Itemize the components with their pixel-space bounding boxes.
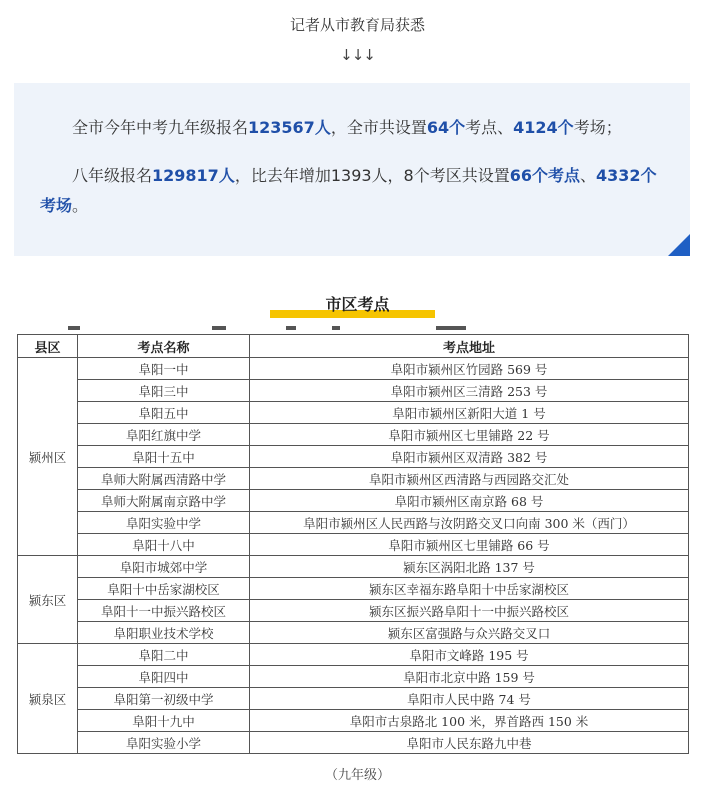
- table-row: [18, 402, 689, 424]
- table-row: [18, 732, 689, 754]
- site-address-cell: 阜阳市颍州区人民西路与汝阴路交叉口向南 300 米（西门）: [250, 512, 689, 534]
- summary-text: 考场；: [573, 118, 622, 137]
- site-name-cell: 阜阳二中: [78, 644, 250, 666]
- table-row: [18, 666, 689, 688]
- table-row: [18, 358, 689, 380]
- table-row: [18, 468, 689, 490]
- table-row: [18, 622, 689, 644]
- county-header: 县区: [18, 335, 78, 358]
- exam-sites-table-body: [18, 358, 689, 754]
- summary-text: ，全市共设置: [330, 118, 427, 137]
- divider-fragment: [68, 326, 80, 330]
- divider-fragment: [332, 326, 340, 330]
- site-name-cell: 阜阳实验中学: [78, 512, 250, 534]
- site-address-cell: 阜阳市人民中路 74 号: [250, 688, 689, 710]
- summary-paragraph-eighth-grade: [40, 161, 664, 221]
- summary-panel: [14, 83, 690, 256]
- county-cell: 颍泉区: [18, 644, 78, 754]
- county-cell: 颍州区: [18, 358, 78, 556]
- table-row: [18, 556, 689, 578]
- site-name-cell: 阜阳红旗中学: [78, 424, 250, 446]
- table-row: [18, 534, 689, 556]
- table-row: [18, 380, 689, 402]
- table-header-row: [18, 335, 689, 358]
- site-address-cell: 阜阳市颍州区三清路 253 号: [250, 380, 689, 402]
- table-row: [18, 710, 689, 732]
- table-row: [18, 512, 689, 534]
- site-name-cell: 阜阳十九中: [78, 710, 250, 732]
- summary-text: 八年级报名: [72, 166, 153, 185]
- summary-text: ，比去年增加1393人，8个考区共设置: [234, 166, 510, 185]
- site-address-cell: 阜阳市文峰路 195 号: [250, 644, 689, 666]
- table-caption: （九年级）: [324, 768, 390, 783]
- table-row: [18, 490, 689, 512]
- site-address-cell: 阜阳市颍州区南京路 68 号: [250, 490, 689, 512]
- summary-text: 。: [72, 196, 89, 215]
- summary-text: 、: [580, 166, 597, 185]
- ninth-grade-room-count: 4124个: [513, 118, 574, 137]
- intro-line: 记者从市教育局获悉: [289, 16, 425, 34]
- site-name-header: 考点名称: [78, 335, 250, 358]
- site-address-cell: 颍东区幸福东路阜阳十中岳家湖校区: [250, 578, 689, 600]
- ninth-grade-site-count: 64个: [426, 118, 466, 137]
- eighth-grade-room-count: 4332个考场: [40, 166, 657, 215]
- site-address-cell: 颍东区涡阳北路 137 号: [250, 556, 689, 578]
- site-name-cell: 阜师大附属南京路中学: [78, 490, 250, 512]
- site-name-cell: 阜阳十五中: [78, 446, 250, 468]
- table-row: [18, 578, 689, 600]
- site-address-cell: 颍东区富强路与众兴路交叉口: [250, 622, 689, 644]
- site-name-cell: 阜阳一中: [78, 358, 250, 380]
- site-address-cell: 阜阳市颍州区竹园路 569 号: [250, 358, 689, 380]
- site-address-cell: 阜阳市北京中路 159 号: [250, 666, 689, 688]
- divider-fragment: [212, 326, 226, 330]
- county-cell: 颍东区: [18, 556, 78, 644]
- divider-fragment: [286, 326, 296, 330]
- site-name-cell: 阜师大附属西清路中学: [78, 468, 250, 490]
- table-row: [18, 446, 689, 468]
- site-address-cell: 阜阳市颍州区七里铺路 66 号: [250, 534, 689, 556]
- site-name-cell: 阜阳十中岳家湖校区: [78, 578, 250, 600]
- eighth-grade-site-count: 66个考点: [509, 166, 581, 185]
- summary-text: 全市今年中考九年级报名: [72, 118, 249, 137]
- site-address-cell: 阜阳市古泉路北 100 米，界首路西 150 米: [250, 710, 689, 732]
- site-address-cell: 阜阳市颍州区双清路 382 号: [250, 446, 689, 468]
- site-name-cell: 阜阳市城郊中学: [78, 556, 250, 578]
- table-row: [18, 424, 689, 446]
- site-name-cell: 阜阳四中: [78, 666, 250, 688]
- site-name-cell: 阜阳十一中振兴路校区: [78, 600, 250, 622]
- down-arrows-icon: ↓↓↓: [340, 46, 375, 64]
- site-name-cell: 阜阳实验小学: [78, 732, 250, 754]
- site-name-cell: 阜阳五中: [78, 402, 250, 424]
- site-address-cell: 阜阳市人民东路九中巷: [250, 732, 689, 754]
- site-name-cell: 阜阳十八中: [78, 534, 250, 556]
- site-name-cell: 阜阳职业技术学校: [78, 622, 250, 644]
- corner-triangle-icon: [668, 234, 690, 256]
- ninth-grade-registrations: 123567人: [248, 118, 331, 137]
- site-address-cell: 阜阳市颍州区七里铺路 22 号: [250, 424, 689, 446]
- exam-sites-table: [17, 334, 689, 754]
- summary-paragraph-ninth-grade: [40, 113, 664, 143]
- section-title: 市区考点: [325, 295, 390, 314]
- site-name-cell: 阜阳第一初级中学: [78, 688, 250, 710]
- site-address-cell: 阜阳市颍州区西清路与西园路交汇处: [250, 468, 689, 490]
- table-row: [18, 688, 689, 710]
- divider-fragment: [436, 326, 466, 330]
- eighth-grade-registrations: 129817人: [152, 166, 235, 185]
- summary-text: 考点、: [465, 118, 514, 137]
- table-row: [18, 600, 689, 622]
- site-address-cell: 颍东区振兴路阜阳十一中振兴路校区: [250, 600, 689, 622]
- site-address-cell: 阜阳市颍州区新阳大道 1 号: [250, 402, 689, 424]
- site-address-header: 考点地址: [250, 335, 689, 358]
- table-row: [18, 644, 689, 666]
- site-name-cell: 阜阳三中: [78, 380, 250, 402]
